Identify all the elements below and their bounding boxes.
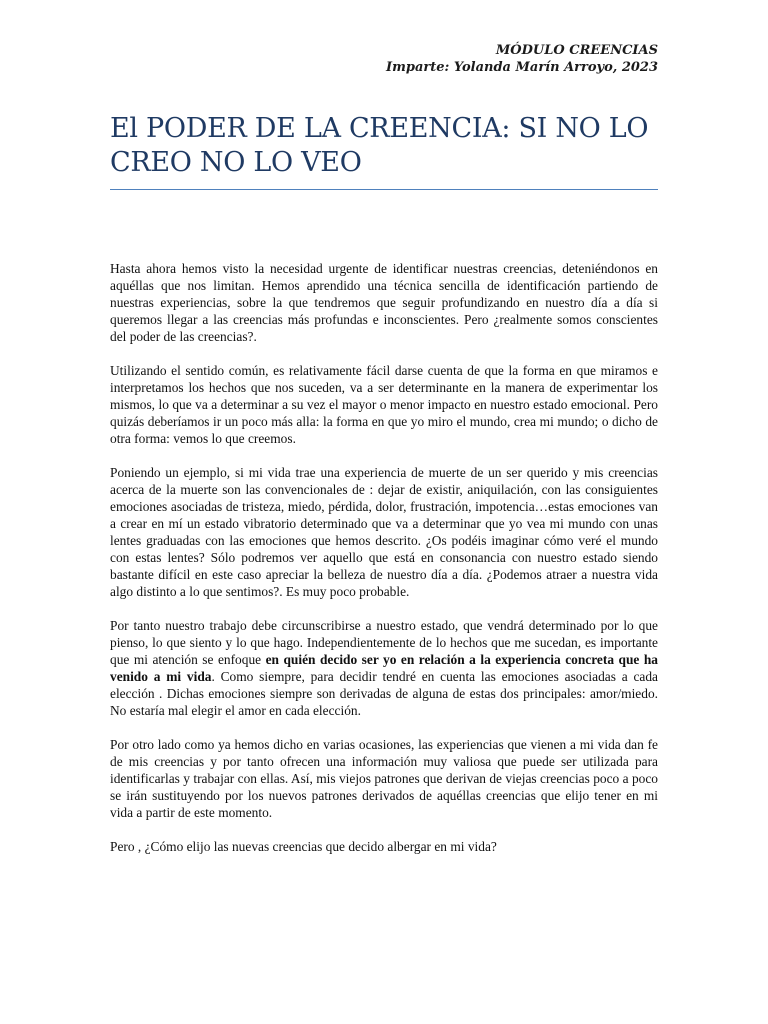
paragraph-4-intro: Por tanto nuestro trabajo debe circunscribirse a nuestro estado, que vendrá determinado por lo que pienso, lo que siento y lo que hago. Independientemente de lo hechos que me sucedan, es importante que mi atención se enfoque xyxy=(110,618,658,667)
paragraph-4-outro: . Como siempre, para decidir tendré en cuenta las emociones asociadas a cada elección . Dichas emociones siempre son derivadas de alguna de estas dos principales: amor/miedo. No estaría mal elegir el amor en cada elección. xyxy=(110,669,658,718)
page-title: El PODER DE LA CREENCIA: SI NO LO CREO NO LO VEO xyxy=(110,113,649,178)
paragraph-2: Utilizando el sentido común, es relativamente fácil darse cuenta de que la forma en que miramos e interpretamos los hechos que nos suceden, va a ser determinante en la manera de experimentar los mismos, lo que va a determinar a su vez el mayor o menor impacto en nuestro estado emocional. Pero quizás deberíamos ir un poco más alla: la forma en que yo miro el mundo, crea mi mundo; o dicho de otra forma: vemos lo que creemos. xyxy=(110,363,658,446)
instructor-label: Imparte: Yolanda Marín Arroyo, 2023 xyxy=(386,60,658,75)
paragraph-6: Pero , ¿Cómo elijo las nuevas creencias que decido albergar en mi vida? xyxy=(110,839,497,854)
document-header xyxy=(386,42,658,76)
paragraph-1: Hasta ahora hemos visto la necesidad urgente de identificar nuestras creencias, deteniéndonos en aquéllas que nos limitan. Hemos aprendido una técnica sencilla de identificación partiendo de nuestras experiencias, sobre la que tendremos que seguir profundizando en nuestro día a día si queremos llegar a las creencias más profundas e inconscientes. Pero ¿realmente somos conscientes del poder de las creencias?. xyxy=(110,261,658,344)
module-label: MÓDULO CREENCIAS xyxy=(495,43,658,58)
document-page xyxy=(110,0,658,1024)
paragraph-4-emphasis: en quién decido ser yo en relación a la experiencia concreta que ha venido a mi vida xyxy=(110,652,658,684)
title-underline xyxy=(110,189,658,190)
paragraph-5: Por otro lado como ya hemos dicho en varias ocasiones, las experiencias que vienen a mi vida dan fe de mis creencias y por tanto ofrecen una información muy valiosa que puede ser utilizada para identificarlas y trabajar con ellas. Así, mis viejos patrones que derivan de viejas creencias poco a poco se irán sustituyendo por los nuevos patrones derivados de aquéllas creencias que elijo tener en mi vida a partir de este momento. xyxy=(110,737,658,820)
paragraph-3: Poniendo un ejemplo, si mi vida trae una experiencia de muerte de un ser querido y mis creencias acerca de la muerte son las convencionales de : dejar de existir, aniquilación, con las consiguientes emociones asociadas de tristeza, miedo, pérdida, dolor, frustración, impotencia…estas emociones van a crear en mí un estado vibratorio determinado que va a determinar que yo vea mi mundo con unas lentes graduadas con las emociones que hemos descrito. ¿Os podéis imaginar cómo veré el mundo con estas lentes? Sólo podremos ver aquello que está en consonancia con nuestro estado siendo bastante difícil en este caso apreciar la belleza de nuestro día a día. ¿Podemos atraer a nuestra vida algo distinto a lo que sentimos?. Es muy poco probable. xyxy=(110,465,658,599)
body-text xyxy=(110,260,658,872)
paragraph-4 xyxy=(110,617,658,719)
